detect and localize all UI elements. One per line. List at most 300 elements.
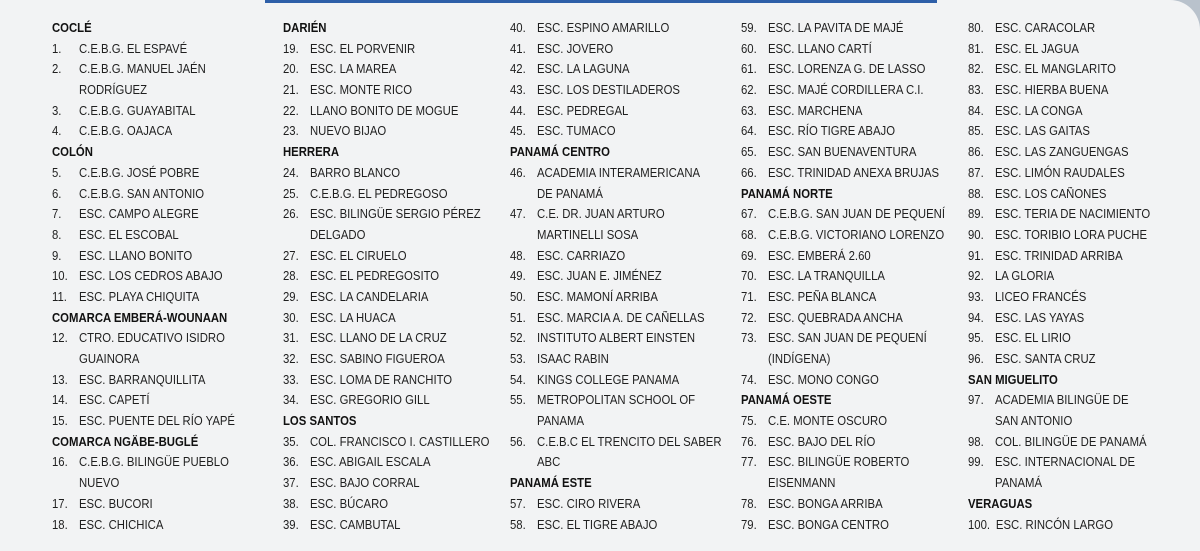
item-number: 23. xyxy=(283,124,299,139)
school-name: ESC. CIRO RIVERA xyxy=(537,496,641,511)
school-name: ESC. CAMBUTAL xyxy=(310,517,401,532)
school-list-item xyxy=(52,328,235,349)
school-list-item xyxy=(968,80,1150,101)
item-number: 16. xyxy=(52,455,68,470)
school-list-item xyxy=(510,266,722,287)
item-number: 24. xyxy=(283,165,299,180)
school-list-item xyxy=(510,390,722,411)
item-number: 37. xyxy=(283,476,299,491)
school-name: C.E.B.G. SAN ANTONIO xyxy=(79,186,205,201)
region-heading: PANAMÁ CENTRO xyxy=(510,145,610,160)
school-list-item xyxy=(52,184,235,205)
school-name-continuation: NUEVO xyxy=(79,476,120,491)
school-name: ESC. GREGORIO GILL xyxy=(310,393,430,408)
school-list-item xyxy=(510,432,722,453)
school-name: ESC. BUCORI xyxy=(79,496,153,511)
school-list-item xyxy=(510,39,722,60)
school-list-item xyxy=(283,163,490,184)
school-list-item xyxy=(968,121,1150,142)
school-name: ESC. LA LAGUNA xyxy=(537,62,630,77)
school-name-continuation: SAN ANTONIO xyxy=(995,414,1073,429)
item-number: 99. xyxy=(968,455,984,470)
item-number: 36. xyxy=(283,455,299,470)
school-list-item xyxy=(741,142,945,163)
school-name: ESC. PUENTE DEL RÍO YAPÉ xyxy=(79,414,236,429)
item-number: 7. xyxy=(52,207,62,222)
school-name: ESC. EL PEDREGOSITO xyxy=(310,269,440,284)
school-name: ACADEMIA BILINGÜE DE xyxy=(995,393,1129,408)
item-number: 56. xyxy=(510,434,526,449)
school-name: ESC. LLANO BONITO xyxy=(79,248,193,263)
school-name: ESC. CAMPO ALEGRE xyxy=(79,207,199,222)
school-list-item xyxy=(283,390,490,411)
school-name: ESC. BONGA ARRIBA xyxy=(768,496,883,511)
item-number: 69. xyxy=(741,248,757,263)
school-list-item xyxy=(510,121,722,142)
school-name: ESC. INTERNACIONAL DE xyxy=(995,455,1136,470)
school-name: ESC. SAN JUAN DE PEQUENÍ xyxy=(768,331,927,346)
school-list-item xyxy=(52,494,235,515)
school-name: CTRO. EDUCATIVO ISIDRO xyxy=(79,331,225,346)
item-number: 84. xyxy=(968,103,984,118)
school-list-item xyxy=(968,432,1150,453)
school-list-item xyxy=(968,59,1150,80)
school-name: ESC. LA MAREA xyxy=(310,62,397,77)
school-list-item xyxy=(52,287,235,308)
school-name: METROPOLITAN SCHOOL OF xyxy=(537,393,696,408)
item-number: 79. xyxy=(741,517,757,532)
item-number: 85. xyxy=(968,124,984,139)
school-list-item xyxy=(283,473,490,494)
school-list-item xyxy=(510,246,722,267)
item-number: 17. xyxy=(52,496,68,511)
item-number: 45. xyxy=(510,124,526,139)
school-list-item xyxy=(283,59,490,80)
item-number: 27. xyxy=(283,248,299,263)
school-name: LICEO FRANCÉS xyxy=(995,289,1087,304)
school-name: ESC. BILINGÜE ROBERTO xyxy=(768,455,910,470)
school-list-item xyxy=(968,452,1150,473)
school-name: C.E.B.G. GUAYABITAL xyxy=(79,103,196,118)
school-list-item xyxy=(741,515,945,536)
school-list-item xyxy=(510,494,722,515)
school-list-item xyxy=(283,39,490,60)
school-name: ESC. JUAN E. JIMÉNEZ xyxy=(537,269,662,284)
item-number: 41. xyxy=(510,41,526,56)
item-number: 63. xyxy=(741,103,757,118)
school-list-item xyxy=(968,184,1150,205)
item-number: 73. xyxy=(741,331,757,346)
school-list-item xyxy=(741,39,945,60)
item-number: 59. xyxy=(741,21,757,35)
school-list-item xyxy=(968,101,1150,122)
item-number: 34. xyxy=(283,393,299,408)
school-list-item xyxy=(283,328,490,349)
item-number: 66. xyxy=(741,165,757,180)
school-list-item xyxy=(510,18,722,39)
school-name: ESC. LAS YAYAS xyxy=(995,310,1085,325)
school-list-item xyxy=(741,80,945,101)
school-list-item xyxy=(283,266,490,287)
school-list-item xyxy=(741,370,945,391)
school-list-item xyxy=(968,246,1150,267)
item-number: 3. xyxy=(52,103,62,118)
region-heading: COCLÉ xyxy=(52,21,92,35)
item-number: 74. xyxy=(741,372,757,387)
column-3 xyxy=(510,18,745,535)
school-list-item xyxy=(52,204,235,225)
school-name: KINGS COLLEGE PANAMA xyxy=(537,372,680,387)
school-list-item xyxy=(283,494,490,515)
school-list-item xyxy=(283,204,490,225)
school-list-item xyxy=(510,308,722,329)
school-name: C.E.B.G. EL PEDREGOSO xyxy=(310,186,448,201)
school-name: ESC. EL CIRUELO xyxy=(310,248,407,263)
school-name: ESC. CAPETÍ xyxy=(79,393,150,408)
school-list-item xyxy=(283,432,490,453)
school-list-item xyxy=(741,287,945,308)
item-number: 1. xyxy=(52,41,62,56)
school-list-item xyxy=(52,390,235,411)
school-list-item xyxy=(968,204,1150,225)
region-heading: COMARCA EMBERÁ-WOUNAAN xyxy=(52,310,228,325)
school-name-continuation: EISENMANN xyxy=(768,476,836,491)
region-heading: PANAMÁ OESTE xyxy=(741,393,832,408)
school-list-item xyxy=(52,411,235,432)
item-number: 15. xyxy=(52,414,68,429)
school-list-item xyxy=(52,452,235,473)
school-name: ESC. BARRANQUILLITA xyxy=(79,372,206,387)
item-number: 6. xyxy=(52,186,62,201)
school-name: ACADEMIA INTERAMERICANA xyxy=(537,165,701,180)
region-heading: SAN MIGUELITO xyxy=(968,372,1058,387)
item-number: 75. xyxy=(741,414,757,429)
school-name: ESC. EL JAGUA xyxy=(995,41,1079,56)
school-name-continuation: RODRÍGUEZ xyxy=(79,83,148,98)
item-number: 52. xyxy=(510,331,526,346)
school-name: ESC. RÍO TIGRE ABAJO xyxy=(768,124,896,139)
item-number: 26. xyxy=(283,207,299,222)
school-name: BARRO BLANCO xyxy=(310,165,401,180)
school-list-item xyxy=(741,308,945,329)
item-number: 55. xyxy=(510,393,526,408)
item-number: 44. xyxy=(510,103,526,118)
school-list-item xyxy=(510,287,722,308)
item-number: 53. xyxy=(510,352,526,366)
school-list-item xyxy=(741,225,945,246)
item-number: 91. xyxy=(968,248,984,263)
school-name: ESC. MAMONÍ ARRIBA xyxy=(537,289,658,304)
region-heading: HERRERA xyxy=(283,145,340,160)
school-name: ESC. TUMACO xyxy=(537,124,616,139)
item-number: 51. xyxy=(510,310,526,325)
item-number: 33. xyxy=(283,372,299,387)
column-2 xyxy=(283,18,512,535)
school-name: ESC. LA CANDELARIA xyxy=(310,289,429,304)
item-number: 13. xyxy=(52,372,68,387)
region-heading: PANAMÁ ESTE xyxy=(510,476,592,491)
school-list-item xyxy=(741,246,945,267)
school-list-item xyxy=(968,390,1150,411)
school-name: ESC. LA CONGA xyxy=(995,103,1083,118)
item-number: 96. xyxy=(968,352,984,366)
item-number: 62. xyxy=(741,83,757,98)
item-number: 25. xyxy=(283,186,299,201)
school-list-item xyxy=(52,59,235,80)
school-name: C.E.B.G. SAN JUAN DE PEQUENÍ xyxy=(768,207,945,222)
item-number: 42. xyxy=(510,62,526,77)
school-name: C.E.B.G. OAJACA xyxy=(79,124,173,139)
school-name: ESC. BAJO DEL RÍO xyxy=(768,434,876,449)
school-list-item xyxy=(968,225,1150,246)
school-name: ESC. RINCÓN LARGO xyxy=(995,517,1114,532)
school-name: C.E. MONTE OSCURO xyxy=(768,414,888,429)
school-list-item xyxy=(52,163,235,184)
item-number: 97. xyxy=(968,393,984,408)
item-number: 43. xyxy=(510,83,526,98)
school-list-item xyxy=(510,370,722,391)
school-list-item xyxy=(52,101,235,122)
school-name: ESC. BILINGÜE SERGIO PÉREZ xyxy=(310,207,481,222)
school-name: ESC. SANTA CRUZ xyxy=(995,352,1096,366)
school-name: ESC. LLANO DE LA CRUZ xyxy=(310,331,447,346)
item-number: 9. xyxy=(52,248,62,263)
school-list-item xyxy=(52,515,235,536)
item-number: 5. xyxy=(52,165,62,180)
school-name: ESC. EL LIRIO xyxy=(995,331,1071,346)
region-heading: VERAGUAS xyxy=(968,496,1033,511)
item-number: 4. xyxy=(52,124,62,139)
school-name: INSTITUTO ALBERT EINSTEN xyxy=(537,331,696,346)
school-name: C.E.B.G. VICTORIANO LORENZO xyxy=(768,227,945,242)
school-name: ESC. EMBERÁ 2.60 xyxy=(768,248,871,263)
item-number: 65. xyxy=(741,145,757,160)
item-number: 20. xyxy=(283,62,299,77)
school-name: ESC. ESPINO AMARILLO xyxy=(537,21,670,35)
school-name: LLANO BONITO DE MOGUE xyxy=(310,103,459,118)
school-name: ESC. HIERBA BUENA xyxy=(995,83,1109,98)
item-number: 86. xyxy=(968,145,984,160)
school-name: ESC. EL TIGRE ABAJO xyxy=(537,517,658,532)
item-number: 89. xyxy=(968,207,984,222)
school-name: ESC. BONGA CENTRO xyxy=(768,517,889,532)
school-list-item xyxy=(52,370,235,391)
school-list-item xyxy=(741,18,945,39)
school-name: ESC. MONTE RICO xyxy=(310,83,413,98)
item-number: 64. xyxy=(741,124,757,139)
item-number: 38. xyxy=(283,496,299,511)
school-name: ESC. TRINIDAD ARRIBA xyxy=(995,248,1123,263)
school-name-continuation: PANAMÁ xyxy=(995,476,1043,491)
item-number: 57. xyxy=(510,496,526,511)
school-name: COL. FRANCISCO I. CASTILLERO xyxy=(310,434,490,449)
item-number: 31. xyxy=(283,331,299,346)
item-number: 28. xyxy=(283,269,299,284)
school-name: ESC. LAS ZANGUENGAS xyxy=(995,145,1129,160)
item-number: 12. xyxy=(52,331,68,346)
school-name: ISAAC RABIN xyxy=(537,352,609,366)
item-number: 29. xyxy=(283,289,299,304)
column-1 xyxy=(52,18,255,535)
school-list-item xyxy=(283,121,490,142)
school-name: ESC. LLANO CARTÍ xyxy=(768,41,872,56)
school-list-item xyxy=(283,184,490,205)
school-name-continuation: ABC xyxy=(537,455,561,470)
school-list-item xyxy=(283,101,490,122)
item-number: 8. xyxy=(52,227,62,242)
item-number: 30. xyxy=(283,310,299,325)
school-list-item xyxy=(968,515,1150,536)
school-list-item xyxy=(741,328,945,349)
item-number: 48. xyxy=(510,248,526,263)
school-list-item xyxy=(741,163,945,184)
item-number: 67. xyxy=(741,207,757,222)
item-number: 11. xyxy=(52,289,67,304)
item-number: 88. xyxy=(968,186,984,201)
item-number: 32. xyxy=(283,352,299,366)
school-list-item xyxy=(52,266,235,287)
item-number: 94. xyxy=(968,310,984,325)
school-list-item xyxy=(741,59,945,80)
column-5 xyxy=(968,18,1170,535)
school-list-item xyxy=(52,121,235,142)
item-number: 21. xyxy=(283,83,299,98)
school-name: ESC. LORENZA G. DE LASSO xyxy=(768,62,926,77)
school-name: C.E.B.G. JOSÉ POBRE xyxy=(79,165,200,180)
school-list-item xyxy=(741,494,945,515)
item-number: 19. xyxy=(283,41,299,56)
school-name: ESC. JOVERO xyxy=(537,41,614,56)
school-name: ESC. LA HUACA xyxy=(310,310,396,325)
school-name: ESC. BAJO CORRAL xyxy=(310,476,420,491)
school-list-item xyxy=(968,266,1150,287)
school-list-item xyxy=(741,452,945,473)
school-name: ESC. LOMA DE RANCHITO xyxy=(310,372,453,387)
school-name-continuation: MARTINELLI SOSA xyxy=(537,227,639,242)
school-name: ESC. EL MANGLARITO xyxy=(995,62,1116,77)
school-name: ESC. LA TRANQUILLA xyxy=(768,269,885,284)
item-number: 93. xyxy=(968,289,984,304)
item-number: 83. xyxy=(968,83,984,98)
item-number: 80. xyxy=(968,21,984,35)
school-name: ESC. CARRIAZO xyxy=(537,248,626,263)
school-list-item xyxy=(283,246,490,267)
school-name: ESC. PLAYA CHIQUITA xyxy=(79,289,200,304)
school-name: C.E.B.C EL TRENCITO DEL SABER xyxy=(537,434,722,449)
school-name: ESC. SAN BUENAVENTURA xyxy=(768,145,917,160)
item-number: 58. xyxy=(510,517,526,532)
school-name: ESC. LOS CAÑONES xyxy=(995,186,1107,201)
school-list-item xyxy=(741,204,945,225)
school-name: ESC. TERIA DE NACIMIENTO xyxy=(995,207,1151,222)
item-number: 46. xyxy=(510,165,526,180)
item-number: 40. xyxy=(510,21,526,35)
item-number: 68. xyxy=(741,227,757,242)
school-list-item xyxy=(968,39,1150,60)
school-name: ESC. LAS GAITAS xyxy=(995,124,1090,139)
school-name: C.E.B.G. BILINGÜE PUEBLO xyxy=(79,455,229,470)
school-list-item xyxy=(968,163,1150,184)
school-name: ESC. CHICHICA xyxy=(79,517,164,532)
school-name: ESC. QUEBRADA ANCHA xyxy=(768,310,903,325)
school-list-item xyxy=(283,308,490,329)
school-list-item xyxy=(741,121,945,142)
school-list-item xyxy=(510,59,722,80)
school-name: ESC. LA PAVITA DE MAJÉ xyxy=(768,21,904,35)
school-name: ESC. BÚCARO xyxy=(310,496,389,511)
school-list-item xyxy=(741,266,945,287)
school-list-item xyxy=(52,225,235,246)
region-heading: COMARCA NGÄBE-BUGLÉ xyxy=(52,434,199,449)
school-list-item xyxy=(510,101,722,122)
school-name-continuation: (INDÍGENA) xyxy=(768,352,831,366)
item-number: 22. xyxy=(283,103,299,118)
school-list-item xyxy=(968,308,1150,329)
school-name: ESC. TORIBIO LORA PUCHE xyxy=(995,227,1148,242)
item-number: 50. xyxy=(510,289,526,304)
school-name: ESC. LOS CEDROS ABAJO xyxy=(79,269,223,284)
school-list-item xyxy=(968,18,1150,39)
item-number: 81. xyxy=(968,41,984,56)
item-number: 60. xyxy=(741,41,757,56)
school-name: LA GLORIA xyxy=(995,269,1055,284)
item-number: 18. xyxy=(52,517,68,532)
school-list-item xyxy=(52,246,235,267)
school-list-item xyxy=(283,349,490,370)
school-name: ESC. SABINO FIGUEROA xyxy=(310,352,445,366)
item-number: 14. xyxy=(52,393,68,408)
school-list-item xyxy=(968,142,1150,163)
school-list-item xyxy=(283,287,490,308)
item-number: 95. xyxy=(968,331,984,346)
school-list-item xyxy=(510,204,722,225)
item-number: 76. xyxy=(741,434,757,449)
school-list-item xyxy=(968,287,1150,308)
item-number: 70. xyxy=(741,269,757,284)
region-heading: DARIÉN xyxy=(283,21,327,35)
school-name: ESC. PEDREGAL xyxy=(537,103,629,118)
region-heading: PANAMÁ NORTE xyxy=(741,186,833,201)
item-number: 71. xyxy=(741,289,757,304)
item-number: 92. xyxy=(968,269,984,284)
school-name: ESC. PEÑA BLANCA xyxy=(768,289,877,304)
school-name-continuation: DE PANAMÁ xyxy=(537,186,603,201)
column-4 xyxy=(741,18,968,535)
school-list-item xyxy=(968,349,1150,370)
item-number: 39. xyxy=(283,517,299,532)
school-name: C.E.B.G. EL ESPAVÉ xyxy=(79,41,188,56)
school-name-continuation: DELGADO xyxy=(310,227,366,242)
item-number: 10. xyxy=(52,269,68,284)
school-name: ESC. MARCIA A. DE CAÑELLAS xyxy=(537,310,705,325)
school-name-continuation: GUAINORA xyxy=(79,352,140,366)
region-heading: LOS SANTOS xyxy=(283,414,357,429)
school-name: ESC. LIMÓN RAUDALES xyxy=(995,165,1125,180)
item-number: 82. xyxy=(968,62,984,77)
item-number: 72. xyxy=(741,310,757,325)
school-list-item xyxy=(283,515,490,536)
school-name-continuation: PANAMA xyxy=(537,414,585,429)
school-name: ESC. LOS DESTILADEROS xyxy=(537,83,680,98)
school-list-item xyxy=(968,328,1150,349)
school-list-item xyxy=(283,370,490,391)
item-number: 49. xyxy=(510,269,526,284)
item-number: 54. xyxy=(510,372,526,387)
school-name: ESC. ABIGAIL ESCALA xyxy=(310,455,431,470)
school-name: ESC. MONO CONGO xyxy=(768,372,879,387)
school-list-item xyxy=(510,80,722,101)
school-name: ESC. EL PORVENIR xyxy=(310,41,416,56)
